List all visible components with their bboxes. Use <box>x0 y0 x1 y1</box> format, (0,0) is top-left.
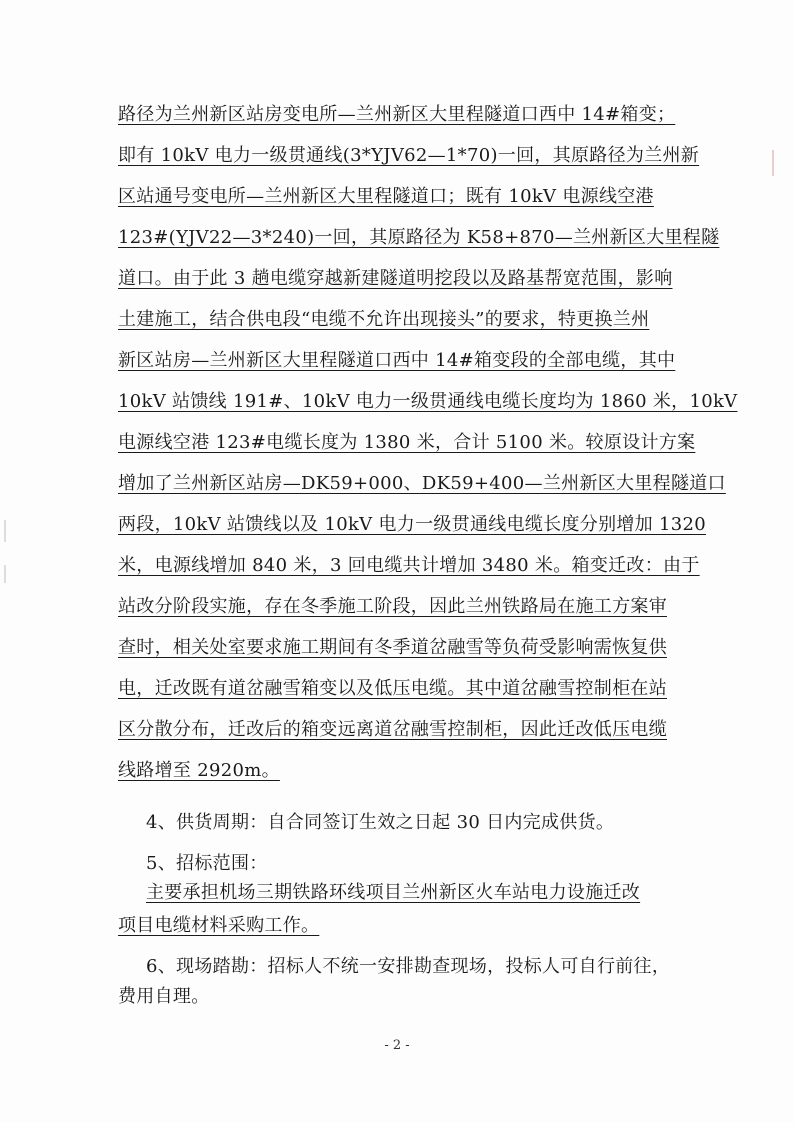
paragraph-line: 电，迁改既有道岔融雪箱变以及低压电缆。其中道岔融雪控制柜在站 <box>118 678 667 699</box>
left-binding-mark <box>4 565 6 583</box>
paragraph-line: 米，电源线增加 840 米，3 回电缆共计增加 3480 米。箱变迁改：由于 <box>118 555 700 576</box>
paragraph-line: 区分散分布，迁改后的箱变远离道岔融雪控制柜，因此迁改低压电缆 <box>118 719 667 740</box>
edge-stamp-mark <box>772 150 774 176</box>
paragraph-line: 土建施工，结合供电段“电缆不允许出现接头”的要求，特更换兰州 <box>118 309 650 330</box>
bidding-scope-line: 主要承担机场三期铁路环线项目兰州新区火车站电力设施迁改 <box>146 882 641 903</box>
paragraph-line: 路径为兰州新区站房变电所—兰州新区大里程隧道口西中 14#箱变； <box>118 104 676 125</box>
paragraph-line: 区站通号变电所—兰州新区大里程隧道口；既有 10kV 电源线空港 <box>118 186 654 207</box>
paragraph-line: 即有 10kV 电力一级贯通线(3*YJV62—1*70)一回，其原路径为兰州新 <box>118 145 700 166</box>
bidding-scope-title: 5、招标范围： <box>146 853 268 874</box>
paragraph-line: 电源线空港 123#电缆长度为 1380 米，合计 5100 米。较原设计方案 <box>118 432 696 453</box>
left-binding-mark <box>4 520 6 542</box>
paragraph-line: 123#(YJV22—3*240)一回，其原路径为 K58+870—兰州新区大里程隧 <box>118 227 720 248</box>
site-survey-item: 费用自理。 <box>118 986 210 1007</box>
paragraph-line: 10kV 站馈线 191#、10kV 电力一级贯通线电缆长度均为 1860 米，10kV <box>118 391 738 412</box>
bidding-scope-line: 项目电缆材料采购工作。 <box>118 915 320 936</box>
supply-period-item: 4、供货周期：自合同签订生效之日起 30 日内完成供货。 <box>146 812 615 833</box>
paragraph-line: 两段，10kV 站馈线以及 10kV 电力一级贯通线电缆长度分别增加 1320 <box>118 514 707 535</box>
paragraph-line: 增加了兰州新区站房—DK59+000、DK59+400—兰州新区大里程隧道口 <box>118 473 726 494</box>
paragraph-line: 道口。由于此 3 趟电缆穿越新建隧道明挖段以及路基帮宽范围，影响 <box>118 268 673 289</box>
paragraph-line: 线路增至 2920m。 <box>118 760 280 781</box>
page-number: - 2 - <box>384 1038 410 1053</box>
paragraph-line: 站改分阶段实施，存在冬季施工阶段，因此兰州铁路局在施工方案审 <box>118 596 667 617</box>
paragraph-line: 查时，相关处室要求施工期间有冬季道岔融雪等负荷受影响需恢复供 <box>118 637 667 658</box>
site-survey-item: 6、现场踏勘：招标人不统一安排勘查现场，投标人可自行前往， <box>146 956 671 977</box>
paragraph-line: 新区站房—兰州新区大里程隧道口西中 14#箱变段的全部电缆，其中 <box>118 350 676 371</box>
